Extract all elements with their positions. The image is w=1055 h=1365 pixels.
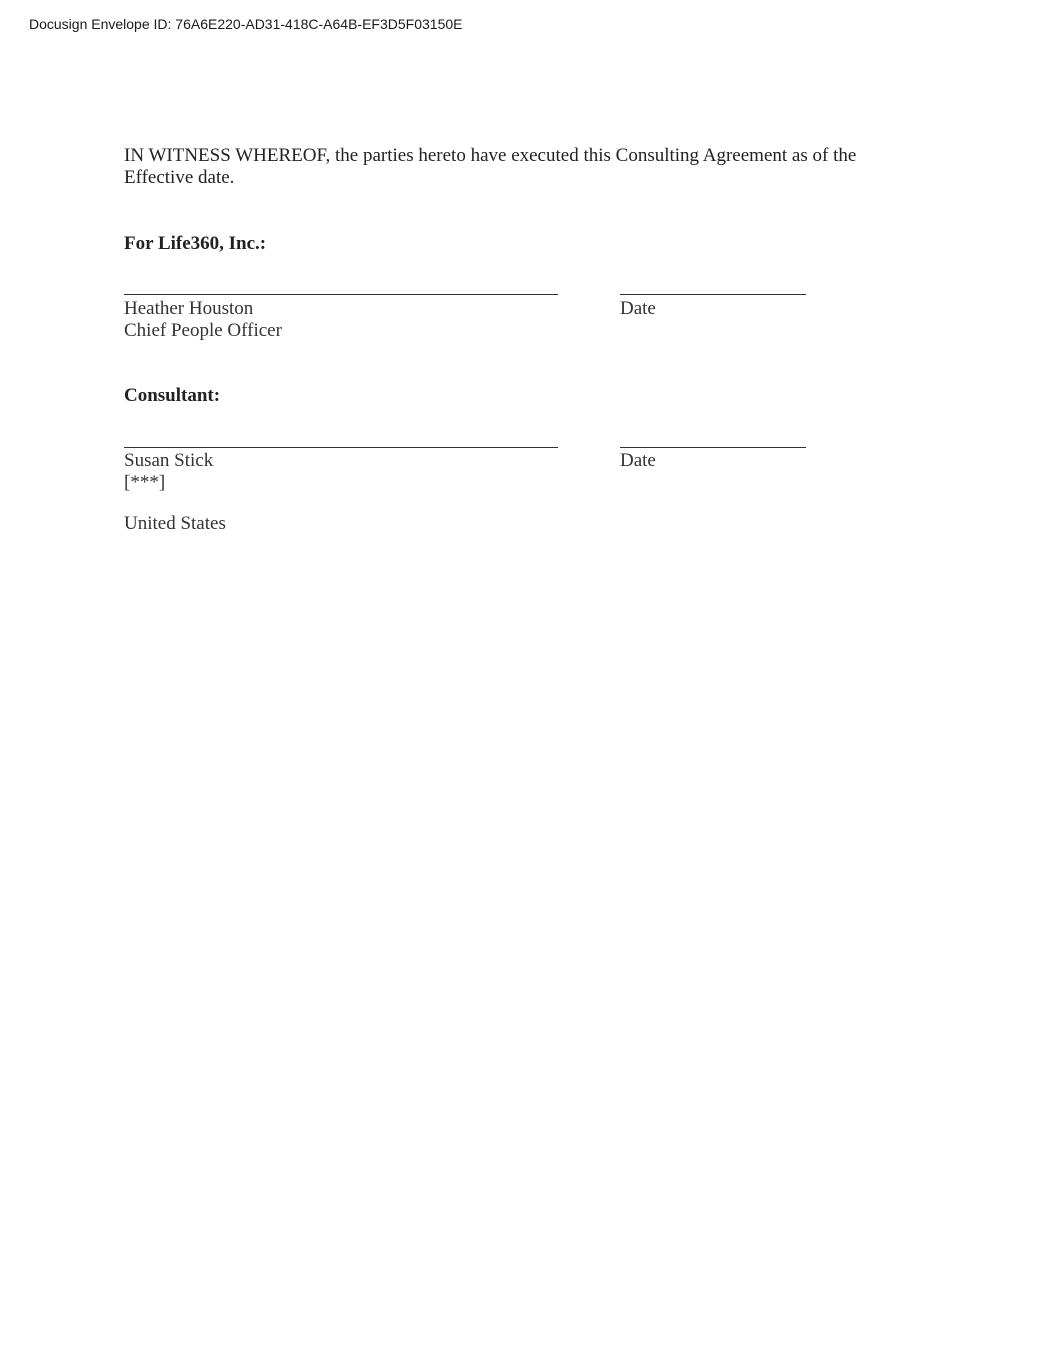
consultant-date-line [620,447,806,448]
consultant-date-label: Date [620,450,656,471]
company-date-line [620,294,806,295]
consultant-signer-block [124,450,213,494]
witness-line-2: Effective date. [124,167,235,188]
company-signer-block [124,298,282,342]
company-signer-title: Chief People Officer [124,320,282,341]
witness-line-1: IN WITNESS WHEREOF, the parties hereto have executed this Consulting Agreement as of the [124,145,857,166]
consultant-heading: Consultant: [124,385,221,406]
company-heading: For Life360, Inc.: [124,233,267,254]
consultant-address-redacted: [***] [124,472,166,493]
company-date-label: Date [620,298,656,319]
consultant-signature-line [124,447,558,448]
company-signature-line [124,294,558,295]
company-signer-name: Heather Houston [124,298,254,319]
consultant-signer-name: Susan Stick [124,450,214,471]
witness-clause [124,145,884,189]
consultant-country: United States [124,513,226,534]
envelope-id: Docusign Envelope ID: 76A6E220-AD31-418C-A64B-EF3D5F03150E [29,16,463,32]
